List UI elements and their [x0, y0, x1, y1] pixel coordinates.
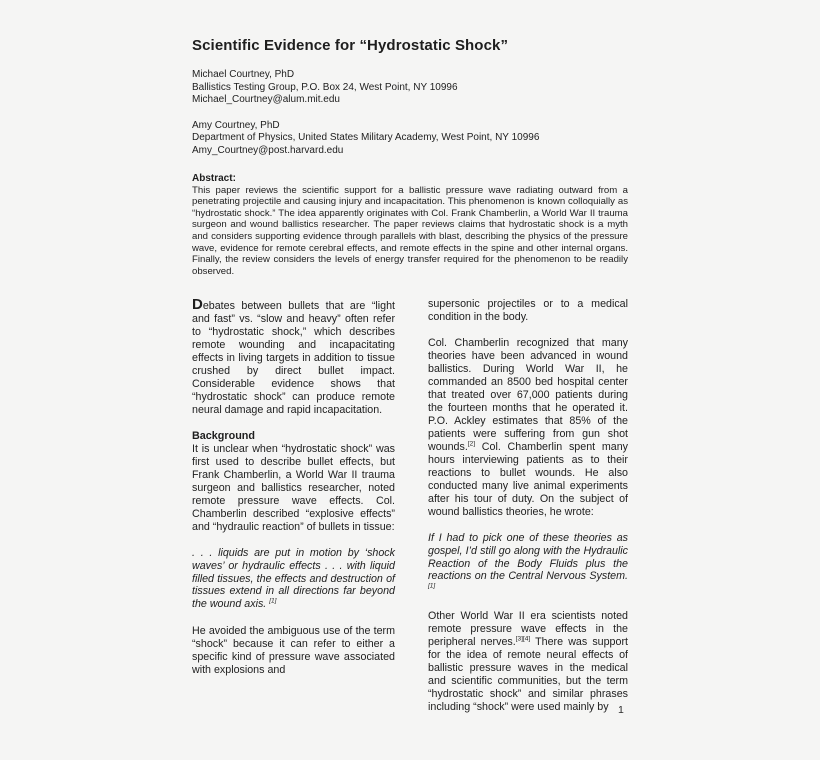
background-paragraph: It is unclear when “hydrostatic shock” was first used to describe bullet effects, but Frank Chamberlin, a World War II trauma surgeon and ballistics researcher, noted remote pressure wave effects. Col. Chamberlin described “explosive effects” and “hydraulic reaction” of bullets in tissue:	[192, 443, 395, 534]
author-name-2: Amy Courtney, PhD	[192, 119, 280, 131]
author-email-2: Amy_Courtney@post.harvard.edu	[192, 144, 344, 156]
dropcap: D	[192, 296, 203, 314]
footnote-ref-1: [1]	[269, 597, 277, 605]
footnote-ref-2: [2]	[467, 440, 476, 448]
abstract-text: This paper reviews the scientific support for a ballistic pressure wave radiating outward from a penetrating projectile and causing injury and incapacitation. This phenomenon is known colloquially as “hydrostatic shock.” The idea apparently originates with Col. Frank Chamberlin, a World War II trauma surgeon and wound ballistics researcher. The paper reviews claims that hydrostatic shock is a myth and considers supporting evidence through parallels with blast, describing the physics of the pressure wave, evidence for remote cerebral effects, and remote effects in the spine and other internal organs. Finally, the review considers the levels of energy transfer required for the phenomenon to be readily observed.	[192, 184, 628, 277]
peripheral-nerves-text-2: There was support for the idea of remote neural effects of ballistic pressure waves in the medical and scientific communities, but the term “hydrostatic shock” and similar phrases including “shock” were used mainly by	[428, 636, 628, 714]
abstract-heading: Abstract:	[192, 172, 236, 184]
page-number: 1	[618, 704, 624, 716]
hospital-paragraph	[428, 337, 628, 519]
author-affiliation-1: Ballistics Testing Group, P.O. Box 24, West Point, NY 10996	[192, 81, 458, 93]
lead-paragraph	[192, 298, 395, 417]
author-email-1: Michael_Courtney@alum.mit.edu	[192, 94, 340, 106]
footnote-ref-1b: [1]	[428, 582, 436, 590]
paper-page	[192, 0, 628, 714]
author-affiliation-2: Department of Physics, United States Military Academy, West Point, NY 10996	[192, 132, 540, 144]
peripheral-nerves-paragraph	[428, 610, 628, 714]
continuation-paragraph: supersonic projectiles or to a medical condition in the body.	[428, 298, 628, 324]
hospital-paragraph-text-2: Col. Chamberlin spent many hours interviewing patients as to their reactions to bullet wounds. He also conducted many live animal experiments after his tour of duty. On the subject of wound ballistics theories, he wrote:	[428, 441, 628, 519]
author-block-2	[192, 120, 628, 158]
article-columns	[192, 298, 628, 714]
hospital-paragraph-text-1: Col. Chamberlin recognized that many theories have been advanced in wound ballistics. During World War II, he commanded an 8500 bed hospital center that treated over 67,000 patients during the fourteen months that he operated it. P.O. Ackley estimates that 85% of the patients were suffering from gun shot wounds.	[428, 337, 628, 454]
author-name-1: Michael Courtney, PhD	[192, 69, 295, 80]
left-column	[192, 298, 395, 714]
lead-paragraph-text: ebates between bullets that are “light and fast” vs. “slow and heavy” often refer to “hydrostatic shock,” which describes remote wounding and incapacitating effects in living targets in addition to tissue crushed by direct bullet impact. Considerable evidence shows that “hydrostatic shock” can produce remote neural damage and rapid incapacitation.	[192, 300, 395, 417]
page-title: Scientific Evidence for “Hydrostatic Shock”	[192, 37, 509, 54]
author-block-1	[192, 69, 628, 107]
peripheral-nerves-text-1: Other World War II era scientists noted remote pressure wave effects in the peripheral nerves.	[428, 610, 628, 649]
footnote-ref-3-4: [3][4]	[515, 635, 531, 643]
theories-quote-text: If I had to pick one of these theories as gospel, I’d still go along with the Hydraulic Reaction of the Body Fluids plus the reactions on the Central Nervous System.	[428, 532, 628, 583]
tissue-quote-text: . . . liquids are put in motion by ‘shock waves’ or hydraulic effects . . . with liquid filled tissues, the effects and destruction of tissues extend in all directions far beyond the wound axis.	[192, 547, 395, 610]
background-section-heading: Background	[192, 430, 255, 443]
tissue-quote	[192, 547, 395, 610]
right-column	[428, 298, 628, 714]
theories-quote	[428, 532, 628, 595]
shock-term-paragraph: He avoided the ambiguous use of the term “shock” because it can refer to either a specific kind of pressure wave associated with explosions and	[192, 625, 395, 677]
